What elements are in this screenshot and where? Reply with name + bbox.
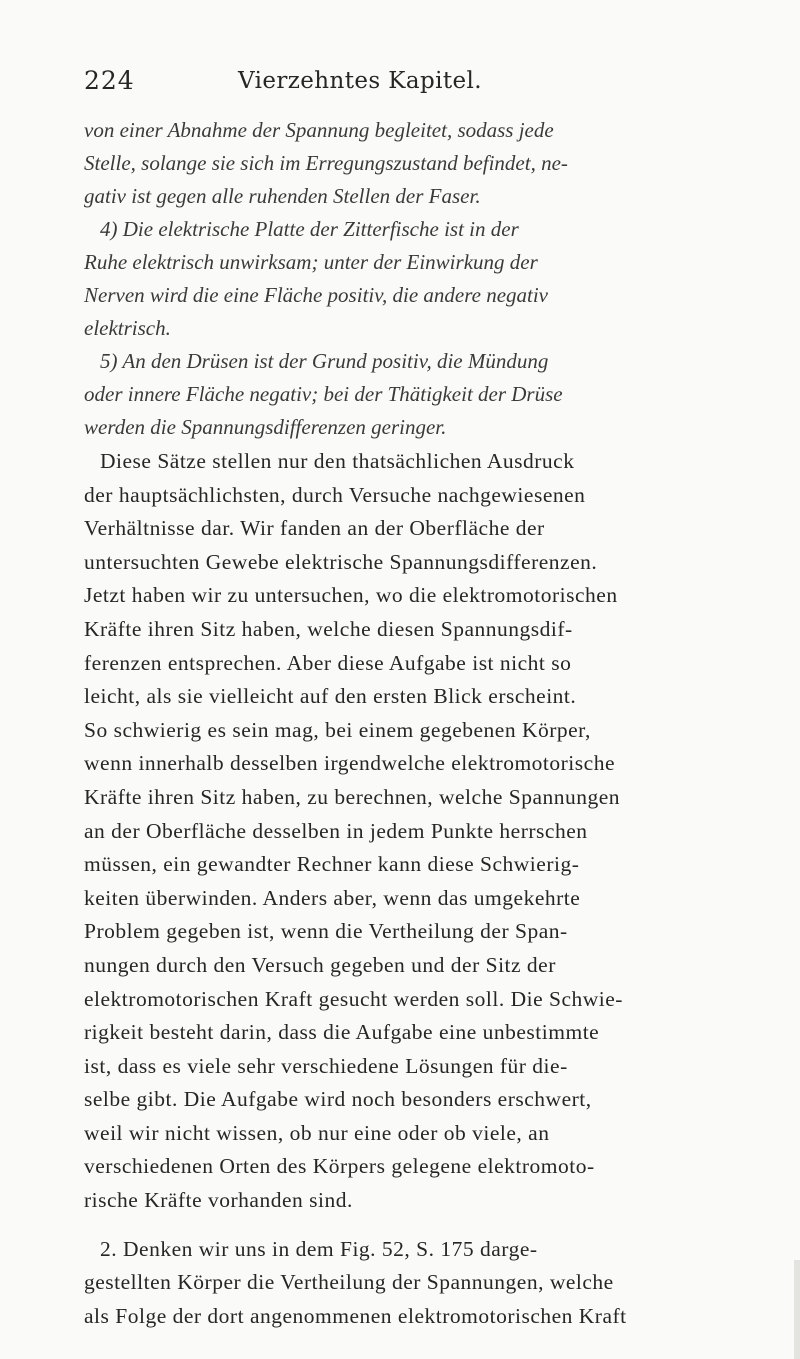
- text-line: wenn innerhalb desselben irgendwelche elektromotorische: [84, 751, 615, 776]
- paragraph-1: [84, 445, 760, 1218]
- book-page: [84, 66, 760, 1333]
- page-header: [84, 66, 760, 108]
- text-line: 2. Denken wir uns in dem Fig. 52, S. 175 darge-: [100, 1236, 538, 1261]
- text-line: selbe gibt. Die Aufgabe wird noch besonders erschwert,: [84, 1087, 592, 1112]
- text-line: gestellten Körper die Vertheilung der Spannungen, welche: [84, 1270, 614, 1295]
- paragraph-spacer: [84, 1218, 760, 1232]
- page-edge-shadow: [794, 1260, 800, 1359]
- text-line: So schwierig es sein mag, bei einem gegebenen Körper,: [84, 717, 591, 742]
- text-line: keiten überwinden. Anders aber, wenn das umgekehrte: [84, 885, 581, 910]
- running-title: Vierzehntes Kapitel.: [238, 68, 482, 94]
- text-line: rigkeit besteht darin, dass die Aufgabe eine unbestimmte: [84, 1020, 600, 1045]
- page-number: 224: [84, 66, 135, 95]
- text-line: der hauptsächlichsten, durch Versuche nachgewiesenen: [84, 482, 586, 507]
- italic-line: elektrisch.: [84, 316, 171, 340]
- italic-summary-list: [84, 114, 760, 444]
- text-line: Diese Sätze stellen nur den thatsächlichen Ausdruck: [100, 449, 575, 473]
- italic-line: 5) An den Drüsen ist der Grund positiv, die Mündung: [100, 349, 549, 373]
- italic-line: werden die Spannungsdifferenzen geringer.: [84, 415, 447, 439]
- italic-line: oder innere Fläche negativ; bei der Thätigkeit der Drüse: [84, 382, 563, 406]
- italic-line: gativ ist gegen alle ruhenden Stellen der Faser.: [84, 184, 481, 208]
- text-line: untersuchten Gewebe elektrische Spannungsdifferenzen.: [84, 549, 598, 574]
- text-line: müssen, ein gewandter Rechner kann diese Schwierig-: [84, 852, 580, 877]
- italic-line: von einer Abnahme der Spannung begleitet, sodass jede: [84, 118, 554, 142]
- text-line: elektromotorischen Kraft gesucht werden soll. Die Schwie-: [84, 986, 623, 1011]
- text-line: an der Oberfläche desselben in jedem Punkte herrschen: [84, 818, 588, 843]
- text-line: nungen durch den Versuch gegeben und der Sitz der: [84, 952, 556, 977]
- text-line: leicht, als sie vielleicht auf den ersten Blick erscheint.: [84, 684, 577, 709]
- italic-line: Ruhe elektrisch unwirksam; unter der Einwirkung der: [84, 250, 538, 274]
- text-line: Problem gegeben ist, wenn die Vertheilung der Span-: [84, 919, 568, 944]
- text-line: weil wir nicht wissen, ob nur eine oder ob viele, an: [84, 1120, 550, 1145]
- italic-line: Nerven wird die eine Fläche positiv, die andere negativ: [84, 283, 548, 307]
- text-line: ferenzen entsprechen. Aber diese Aufgabe ist nicht so: [84, 650, 572, 675]
- text-line: als Folge der dort angenommenen elektromotorischen Kraft: [84, 1303, 627, 1328]
- text-line: verschiedenen Orten des Körpers gelegene elektromoto-: [84, 1154, 595, 1179]
- text-line: Verhältnisse dar. Wir fanden an der Oberfläche der: [84, 516, 545, 541]
- text-line: rische Kräfte vorhanden sind.: [84, 1188, 353, 1213]
- text-line: Jetzt haben wir zu untersuchen, wo die elektromotorischen: [84, 583, 618, 608]
- paragraph-2: [84, 1233, 760, 1334]
- text-line: Kräfte ihren Sitz haben, welche diesen Spannungsdif-: [84, 616, 573, 641]
- text-line: ist, dass es viele sehr verschiedene Lösungen für die-: [84, 1053, 568, 1078]
- italic-line: 4) Die elektrische Platte der Zitterfische ist in der: [100, 217, 519, 241]
- italic-line: Stelle, solange sie sich im Erregungszustand befindet, ne-: [84, 151, 568, 175]
- text-line: Kräfte ihren Sitz haben, zu berechnen, welche Spannungen: [84, 784, 621, 809]
